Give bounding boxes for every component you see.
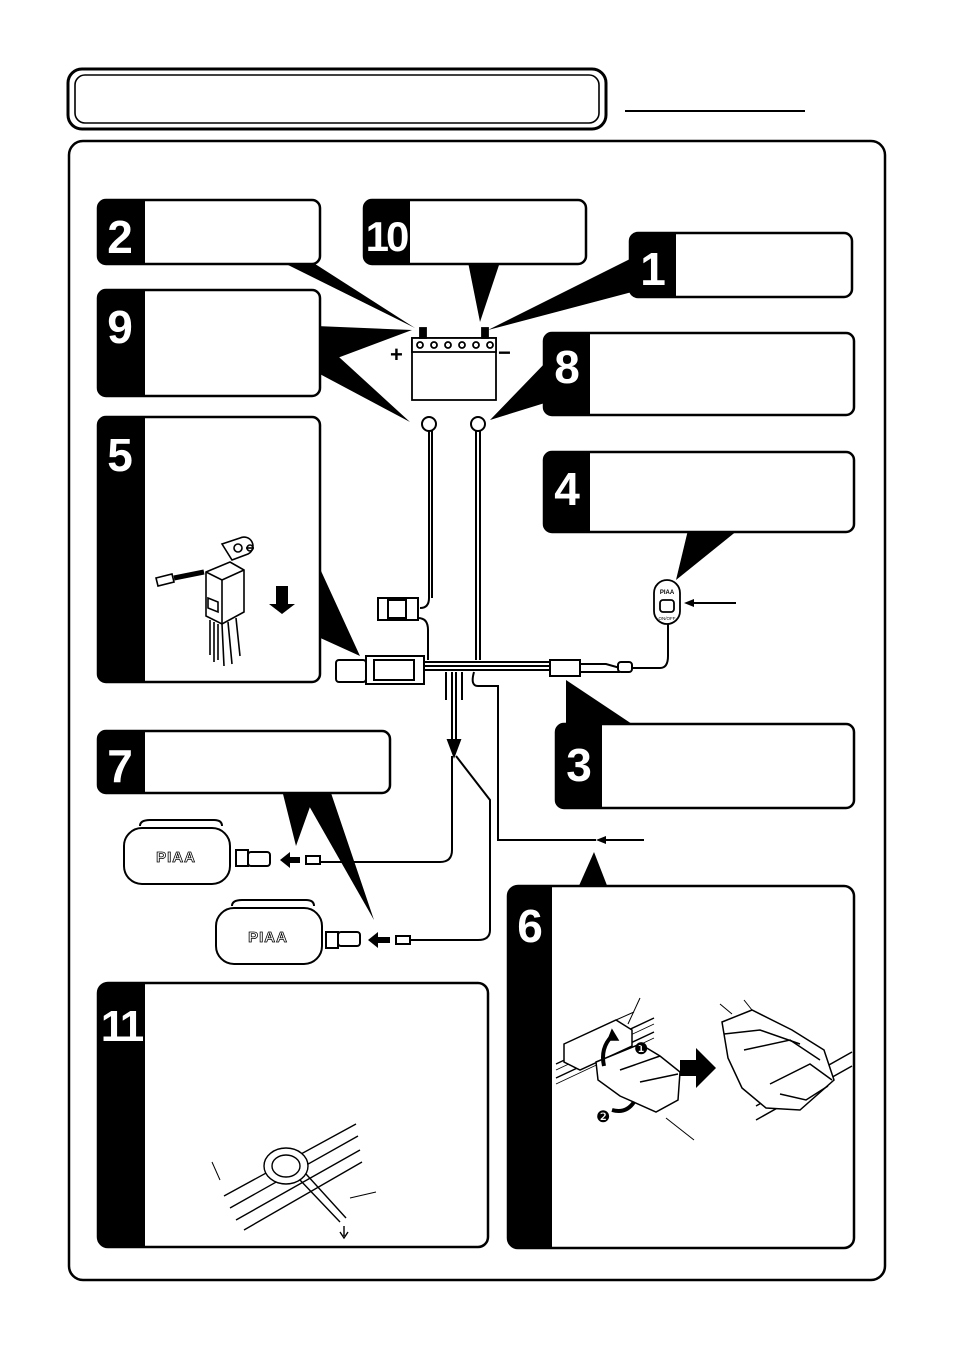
arrow-left-icon [684, 599, 736, 607]
callout-2-icon: ❷ [596, 1107, 611, 1126]
step-2-number: 2 [107, 211, 133, 263]
step-5-number: 5 [107, 429, 133, 481]
step-3-number: 3 [566, 739, 592, 791]
step-4-box [544, 452, 854, 580]
step-4-number: 4 [554, 463, 580, 515]
lamp-right-logo: PIAA [248, 929, 288, 946]
arrow-left-icon [596, 836, 644, 844]
step-6-number: 6 [517, 900, 543, 952]
step-11-box [98, 983, 488, 1247]
step-8-box [490, 333, 854, 420]
arrow-left-icon [368, 932, 390, 948]
arrow-left-icon [280, 852, 300, 868]
step-9-box [98, 290, 412, 422]
battery [412, 328, 496, 400]
step-8-number: 8 [554, 341, 580, 393]
step-11-number: 11 [100, 1002, 142, 1051]
header-title-box [68, 69, 606, 129]
step-9-number: 9 [107, 301, 133, 353]
step-3-box [556, 680, 854, 808]
step-6-box [508, 852, 854, 1248]
step-10-number: 10 [365, 213, 407, 260]
step-7-number: 7 [107, 740, 133, 792]
switch-label: PIAA [659, 590, 675, 596]
lamp-left-logo: PIAA [156, 849, 196, 866]
lamp-right [216, 900, 410, 964]
step-5-box [98, 417, 360, 682]
lamp-left [124, 820, 320, 884]
battery-minus-label: − [498, 340, 511, 365]
step-1-number: 1 [640, 243, 666, 295]
battery-plus-label: + [390, 342, 403, 367]
callout-1-icon: ❶ [634, 1039, 649, 1058]
switch-sub-label: ON/OFF [658, 616, 676, 621]
